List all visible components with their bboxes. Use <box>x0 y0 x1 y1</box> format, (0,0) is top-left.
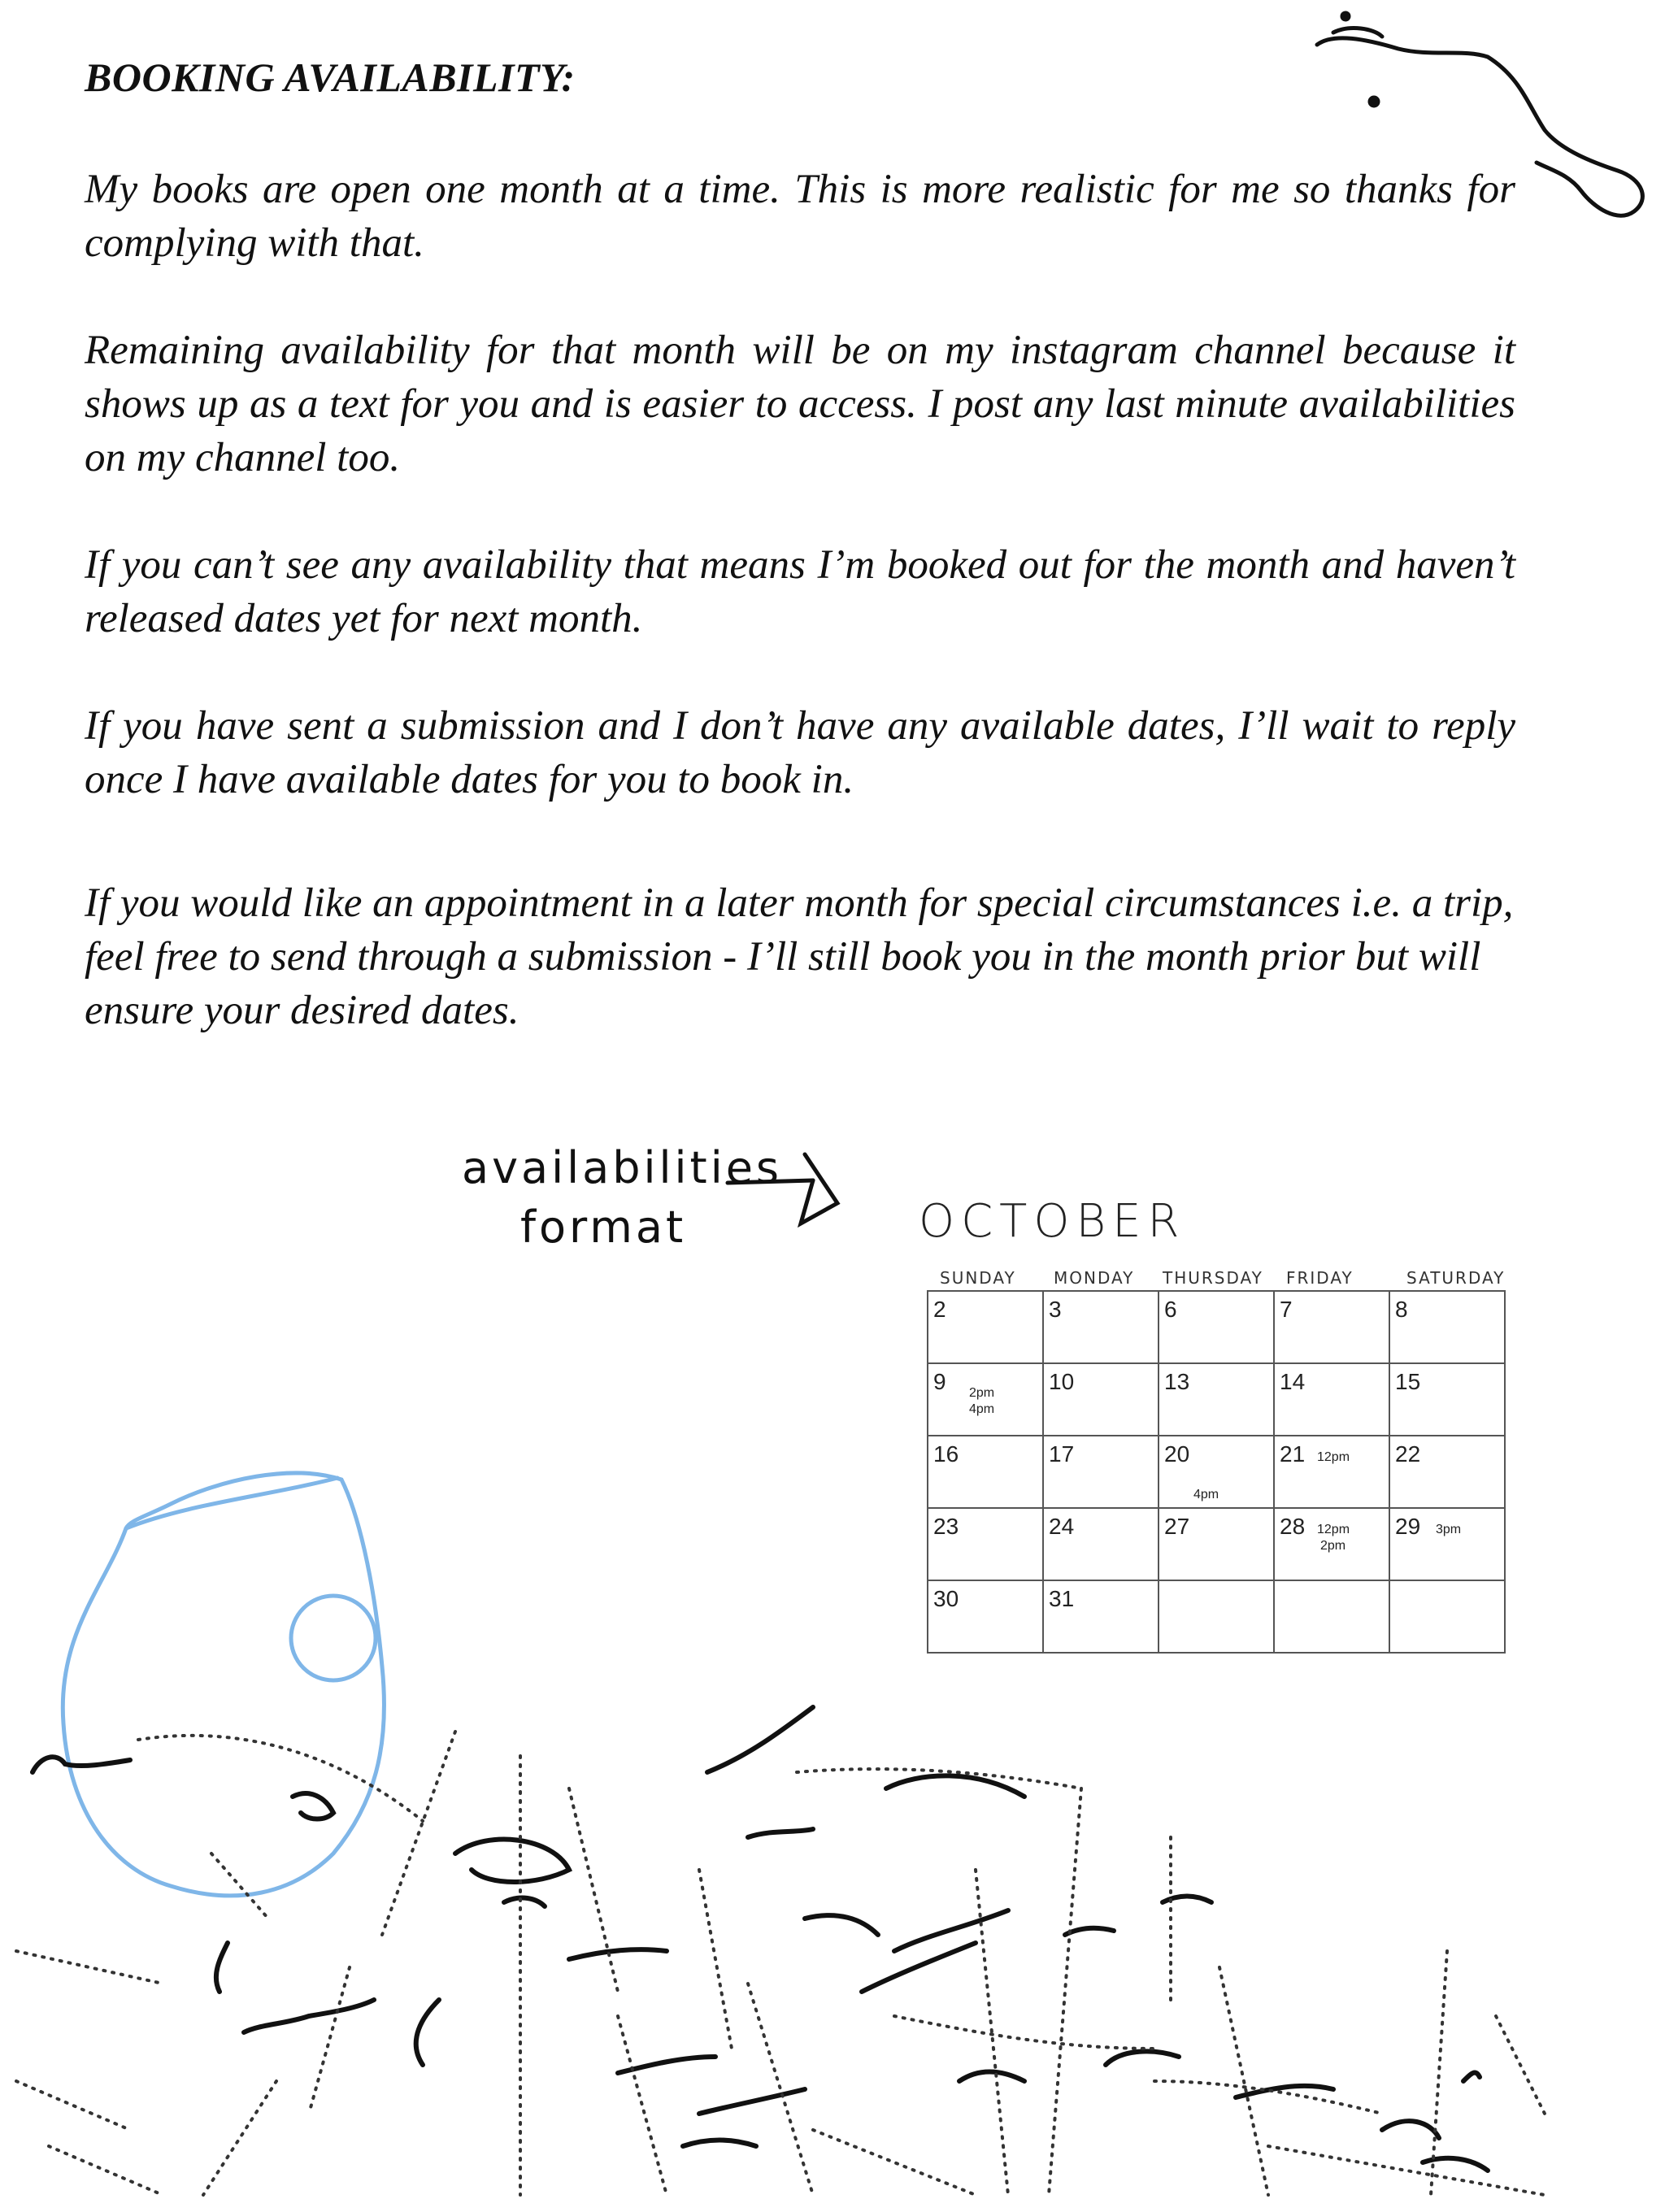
time-slot: 4pm <box>969 1402 995 1416</box>
date-number: 28 <box>1280 1514 1306 1539</box>
dotted-texture <box>16 1732 1545 2195</box>
page-heading: BOOKING AVAILABILITY: <box>85 54 576 100</box>
date-number: 7 <box>1280 1297 1293 1322</box>
date-number: 17 <box>1049 1441 1075 1467</box>
date-number: 31 <box>1049 1586 1075 1611</box>
date-number: 3 <box>1049 1297 1062 1322</box>
date-number: 13 <box>1164 1369 1190 1394</box>
day-header-thursday: THURSDAY <box>1163 1268 1263 1288</box>
date-number: 9 <box>933 1369 946 1394</box>
time-slot: 3pm <box>1436 1523 1462 1536</box>
annotation-availabilities: availabilities <box>462 1142 783 1193</box>
paragraph-books-open: My books are open one month at a time. This is more realistic for me so thanks for complying with that. <box>85 167 1515 266</box>
date-number: 30 <box>933 1586 959 1611</box>
time-slot: 4pm <box>1193 1488 1219 1501</box>
date-number: 2 <box>933 1297 946 1322</box>
date-number: 14 <box>1280 1369 1306 1394</box>
scribble-texture <box>33 1707 1488 2171</box>
paragraph-later-month: If you would like an appointment in a later month for special circumstances i.e. a trip, feel free to send through a submission - I’ll still book you in the month prior but will ensure your desired dates. <box>85 880 1514 1033</box>
date-number: 24 <box>1049 1514 1075 1539</box>
annotation-format: format <box>520 1202 687 1253</box>
paragraph-booked-out: If you can’t see any availability that means I’m booked out for the month and haven’t released dates yet for next month. <box>85 542 1515 641</box>
time-slot: 2pm <box>969 1386 995 1400</box>
calendar-month-title: OCTOBER <box>919 1195 1186 1248</box>
blue-sketch <box>63 1473 384 1896</box>
date-number: 10 <box>1049 1369 1075 1394</box>
date-number: 8 <box>1395 1297 1408 1322</box>
date-number: 20 <box>1164 1441 1190 1467</box>
day-header-friday: FRIDAY <box>1286 1268 1354 1288</box>
date-number: 22 <box>1395 1441 1421 1467</box>
time-slot: 12pm <box>1317 1523 1350 1536</box>
day-header-monday: MONDAY <box>1054 1268 1135 1288</box>
date-number: 6 <box>1164 1297 1177 1322</box>
paragraph-submission-wait: If you have sent a submission and I don’t have any available dates, I’ll wait to reply once I have available dates for you to book in. <box>85 703 1515 802</box>
day-header-sunday: SUNDAY <box>940 1268 1016 1288</box>
time-slot: 12pm <box>1317 1450 1350 1464</box>
day-header-saturday: SATURDAY <box>1406 1268 1506 1288</box>
date-number: 15 <box>1395 1369 1421 1394</box>
date-number: 29 <box>1395 1514 1421 1539</box>
date-number: 27 <box>1164 1514 1190 1539</box>
paragraph-remaining-availability: Remaining availability for that month will be on my instagram channel because it shows up as a text for you and is easier to access. I post any last minute availabilities on my channel too. <box>85 328 1515 480</box>
date-number: 23 <box>933 1514 959 1539</box>
date-number: 21 <box>1280 1441 1306 1467</box>
time-slot: 2pm <box>1320 1539 1346 1553</box>
date-number: 16 <box>933 1441 959 1467</box>
top-right-doodle <box>1317 13 1642 215</box>
arrow-icon <box>728 1154 837 1223</box>
